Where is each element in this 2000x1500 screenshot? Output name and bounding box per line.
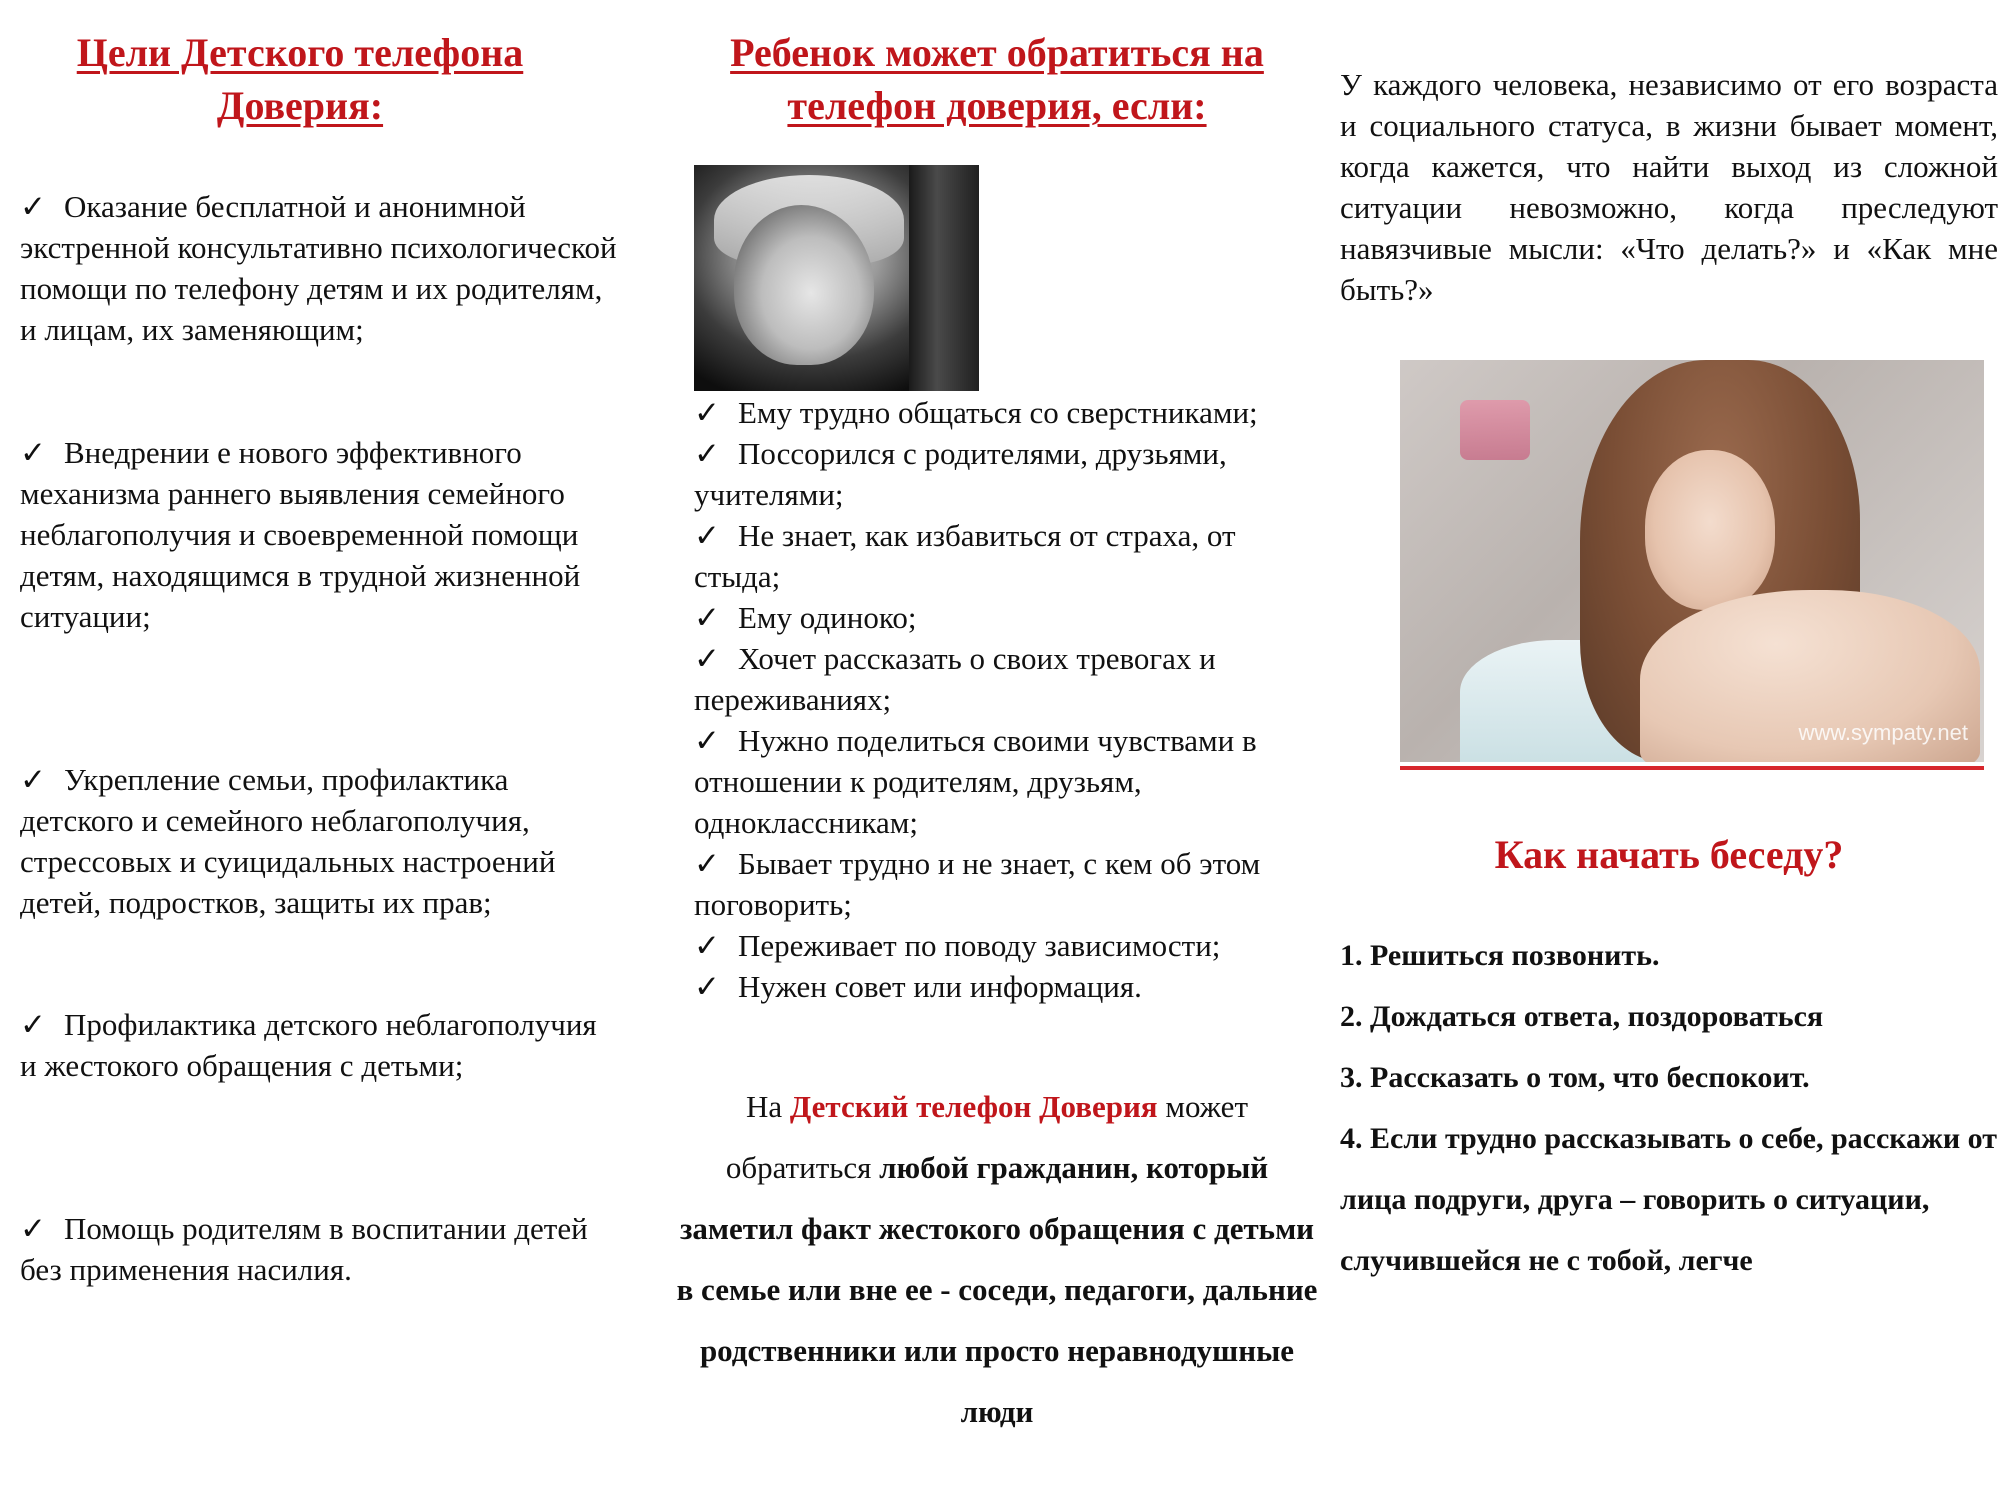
- check-icon: ✓: [694, 436, 720, 471]
- divider: [1400, 766, 1984, 770]
- list-item: [694, 597, 1314, 638]
- check-icon: ✓: [694, 518, 720, 553]
- appeal-mid: может обратиться: [725, 1089, 1248, 1185]
- appeal-pre: На: [746, 1089, 790, 1124]
- photo-window-shape: [909, 165, 979, 391]
- goal-item: [20, 186, 620, 350]
- goal-text: Помощь родителям в воспитании детей без применения насилия.: [20, 1211, 588, 1287]
- photo-watermark: www.sympaty.net: [1798, 720, 1968, 745]
- reason-text: Ему трудно общаться со сверстниками;: [738, 395, 1258, 430]
- check-icon: ✓: [694, 600, 720, 635]
- goal-text: Внедрении е нового эффективного механизма раннего выявления семейного неблагополучия и своевременной помощи детям, находящимся в трудной жизненной ситуации;: [20, 435, 581, 634]
- check-icon: ✓: [20, 435, 46, 470]
- goal-item: [20, 432, 620, 637]
- appeal-service-name: Детский телефон Доверия: [789, 1089, 1158, 1124]
- list-item: 1. Решиться позвонить.: [1340, 939, 1660, 972]
- check-icon: ✓: [694, 846, 720, 881]
- reason-text: Нужен совет или информация.: [738, 969, 1142, 1004]
- reason-text: Нужно поделиться своими чувствами в отношении к родителям, друзьям, одноклассникам;: [694, 723, 1257, 840]
- list-item: [694, 925, 1314, 966]
- goal-item: [20, 1208, 620, 1290]
- list-item: 4. Если трудно рассказывать о себе, расскажи от лица подруги, друга – говорить о ситуации, случившейся не с тобой, легче: [1340, 1122, 1997, 1277]
- reasons-list: [694, 392, 1314, 1007]
- reasons-column: [672, 0, 1322, 1500]
- photo-face-shape: [1645, 450, 1775, 610]
- goals-heading: Цели Детского телефона Доверия:: [76, 30, 524, 128]
- check-icon: ✓: [694, 969, 720, 1004]
- check-icon: ✓: [20, 1007, 46, 1042]
- goal-text: Профилактика детского неблагополучия и жестокого обращения с детьми;: [20, 1007, 597, 1083]
- goal-text: Укрепление семьи, профилактика детского и семейного неблагополучия, стрессовых и суицидальных настроений детей, подростков, защиты их прав;: [20, 762, 556, 920]
- sad-boy-photo: [694, 165, 979, 391]
- reason-text: Хочет рассказать о своих тревогах и переживаниях;: [694, 641, 1216, 717]
- check-icon: ✓: [694, 928, 720, 963]
- goal-item: [20, 759, 620, 923]
- check-icon: ✓: [20, 762, 46, 797]
- list-item: [694, 515, 1314, 597]
- photo-lamp-shape: [1460, 400, 1530, 460]
- list-item: [694, 720, 1314, 843]
- sad-girl-photo: [1400, 360, 1984, 762]
- check-icon: ✓: [694, 641, 720, 676]
- check-icon: ✓: [694, 723, 720, 758]
- conversation-heading: Как начать беседу?: [1494, 832, 1844, 877]
- intro-paragraph: У каждого человека, независимо от его возраста и социального статуса, в жизни бывает момент, когда кажется, что найти выход из сложной ситуации невозможно, когда преследуют навязчивые мысли: «Что делать?» и «Как мне быть?»: [1340, 67, 1998, 307]
- reason-text: Не знает, как избавиться от страха, от стыда;: [694, 518, 1236, 594]
- check-icon: ✓: [20, 189, 46, 224]
- list-item: [694, 433, 1314, 515]
- reason-text: Поссорился с родителями, друзьями, учителями;: [694, 436, 1227, 512]
- goal-item: [20, 1004, 620, 1086]
- list-item: 2. Дождаться ответа, поздороваться: [1340, 1000, 1824, 1033]
- reason-text: Бывает трудно и не знает, с кем об этом поговорить;: [694, 846, 1261, 922]
- goal-text: Оказание бесплатной и анонимной экстренной консультативно психологической помощи по телефону детям и их родителям, и лицам, их заменяющим;: [20, 189, 617, 347]
- list-item: 3. Рассказать о том, что беспокоит.: [1340, 1061, 1810, 1094]
- steps-list: [1340, 925, 1998, 1291]
- reasons-heading: Ребенок может обратиться на телефон доверия, если:: [730, 30, 1264, 128]
- goals-column: [20, 0, 620, 1500]
- appeal-paragraph: [672, 1076, 1322, 1442]
- list-item: [694, 843, 1314, 925]
- appeal-bold: любой гражданин, который заметил факт жестокого обращения с детьми в семье или вне ее - соседи, педагоги, дальние родственники или просто неравнодушные люди: [676, 1150, 1318, 1429]
- check-icon: ✓: [20, 1211, 46, 1246]
- list-item: [694, 638, 1314, 720]
- reason-text: Переживает по поводу зависимости;: [738, 928, 1221, 963]
- photo-face-shape: [734, 205, 874, 365]
- advice-column: [1340, 0, 1998, 1500]
- list-item: [694, 966, 1314, 1007]
- list-item: [694, 392, 1314, 433]
- check-icon: ✓: [694, 395, 720, 430]
- reason-text: Ему одиноко;: [738, 600, 917, 635]
